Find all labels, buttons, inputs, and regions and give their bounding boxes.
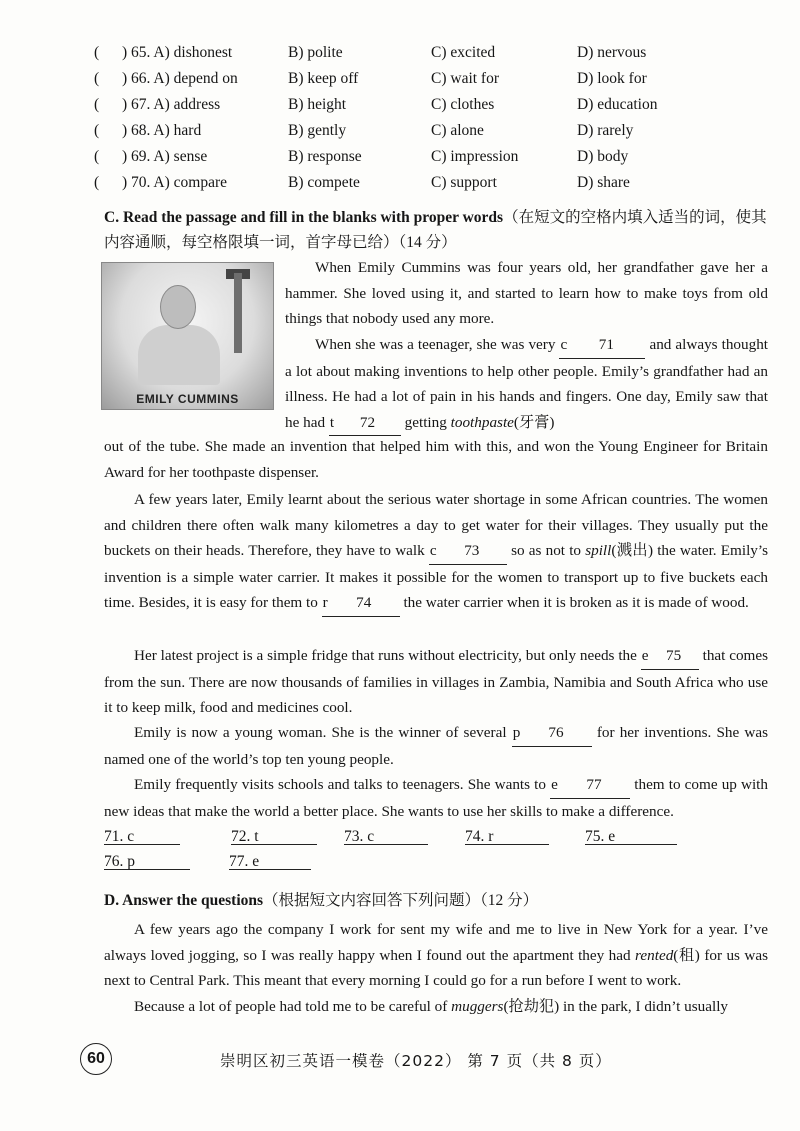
section-c-heading (104, 205, 769, 255)
passage-c-paragraph-3: A few years later, Emily learnt about the serious water shortage in some African countries. The women and children there often walk many kilometres a day to get water for their villages. They usually put the buckets on their heads. Therefore, they have to walk c 73 so as not to spill(溅出) the water. Emily’s invention is a simple water carrier. It makes it possible for the women to transport up to five buckets each time. Besides, it is easy for them to r 74 the water carrier when it is broken as it is made of wood. (104, 487, 768, 617)
option-d: D) share (577, 174, 630, 191)
section-d-instructions: （根据短文内容回答下列问题）（12 分） (263, 892, 539, 909)
question-option-a: ) 66. A) depend on (122, 70, 238, 87)
blank-76[interactable]: p 76 (512, 720, 592, 747)
passage-d-paragraph-2: Because a lot of people had told me to be careful of muggers(抢劫犯) in the park, I didn’t usually (134, 998, 729, 1015)
answer-field-74[interactable] (465, 828, 549, 845)
blank-74[interactable]: r 74 (322, 590, 400, 617)
answer-field-73[interactable] (344, 828, 428, 845)
question-option-a: ) 70. A) compare (122, 174, 228, 191)
answer-paren[interactable]: ( (94, 174, 100, 191)
emily-photo (101, 262, 274, 410)
person-face (160, 285, 196, 329)
answer-row-2 (104, 853, 764, 875)
section-c-title: C. Read the passage and fill in the blanks with proper words (104, 209, 504, 226)
option-d: D) body (577, 148, 629, 165)
answer-label-74: 74. r (465, 828, 494, 845)
option-d: D) nervous (577, 44, 647, 61)
footer-text: 崇明区初三英语一模卷（2022） 第 7 页（共 8 页） (220, 1052, 612, 1070)
option-c: C) support (431, 174, 497, 191)
option-b: B) polite (288, 44, 343, 61)
answer-label-71: 71. c (104, 828, 135, 845)
option-c: C) clothes (431, 96, 495, 113)
section-c-instructions: （在短文的空格内填入适当的词，使其内容通顺，每空格限填一词，首字母已给）（14 分） (104, 209, 767, 251)
answer-field-76[interactable] (104, 853, 190, 870)
option-b: B) response (288, 148, 362, 165)
answer-paren[interactable]: ( (94, 44, 100, 61)
answer-field-71[interactable] (104, 828, 180, 845)
option-d: D) rarely (577, 122, 634, 139)
page-footer (80, 1043, 720, 1077)
answer-field-77[interactable] (229, 853, 311, 870)
answer-label-77: 77. e (229, 853, 260, 870)
section-d-heading (104, 888, 769, 913)
blank-75[interactable]: e 75 (641, 643, 699, 670)
answer-paren[interactable]: ( (94, 148, 100, 165)
question-option-a: ) 69. A) sense (122, 148, 208, 165)
option-b: B) compete (288, 174, 360, 191)
answer-paren[interactable]: ( (94, 96, 100, 113)
hammer-handle (234, 273, 242, 353)
blank-72[interactable]: t 72 (329, 410, 401, 437)
section-d-title: D. Answer the questions (104, 892, 264, 909)
answer-field-75[interactable] (585, 828, 677, 845)
option-b: B) gently (288, 122, 347, 139)
answer-row-1 (104, 828, 764, 850)
option-c: C) wait for (431, 70, 500, 87)
question-option-a: ) 68. A) hard (122, 122, 202, 139)
option-b: B) height (288, 96, 347, 113)
blank-71[interactable]: c 71 (559, 332, 645, 359)
option-c: C) alone (431, 122, 484, 139)
passage-c-paragraph-1: When Emily Cummins was four years old, her grandfather gave her a hammer. She loved using it, and started to learn how to make toys from old things that nobody used any more. (285, 259, 768, 327)
passage-d-paragraph-1: A few years ago the company I work for sent my wife and me to live in New York for a year. I’ve always loved jogging, so I was really happy when I found out the apartment they had rented(租) for us was next to Central Park. This meant that every morning I could go for a run before I went to work. (104, 921, 769, 989)
option-c: C) impression (431, 148, 519, 165)
option-d: D) education (577, 96, 658, 113)
option-c: C) excited (431, 44, 496, 61)
blank-73[interactable]: c 73 (429, 538, 507, 565)
passage-c-paragraph-2a: When she was a teenager, she was very c 71 and always thought a lot about making inventions to help other people. Emily’s grandfather had an illness. He had a lot of pain in his hands and fingers. One day, Emily saw that he had t 72 getting toothpaste(牙膏) (285, 332, 768, 436)
page-number-badge: 60 (80, 1043, 112, 1075)
answer-field-72[interactable] (231, 828, 317, 845)
option-b: B) keep off (288, 70, 359, 87)
answer-label-76: 76. p (104, 853, 135, 870)
photo-caption: EMILY CUMMINS (136, 392, 239, 406)
question-option-a: ) 67. A) address (122, 96, 221, 113)
blank-77[interactable]: e 77 (550, 772, 630, 799)
passage-c-paragraph-5: Emily is now a young woman. She is the winner of several p 76 for her inventions. She was named one of the world’s top ten young people. (104, 720, 768, 772)
option-d: D) look for (577, 70, 647, 87)
answer-label-72: 72. t (231, 828, 259, 845)
answer-label-75: 75. e (585, 828, 616, 845)
passage-c-paragraph-2b: out of the tube. She made an invention that helped him with this, and won the Young Engineer for Britain Award for her toothpaste dispenser. (104, 438, 768, 481)
answer-paren[interactable]: ( (94, 122, 100, 139)
passage-c-paragraph-6: Emily frequently visits schools and talks to teenagers. She wants to e 77 them to come up with new ideas that make the world a better place. She wants to use her skills to make a difference. (104, 772, 768, 824)
answer-paren[interactable]: ( (94, 70, 100, 87)
answer-label-73: 73. c (344, 828, 375, 845)
passage-c-paragraph-4: Her latest project is a simple fridge that runs without electricity, but only needs the e 75 that comes from the sun. There are now thousands of families in villages in Zambia, Namibia and South Africa who use it to keep milk, food and medicines cool. (104, 643, 768, 721)
person-body (138, 325, 220, 385)
question-option-a: ) 65. A) dishonest (122, 44, 233, 61)
